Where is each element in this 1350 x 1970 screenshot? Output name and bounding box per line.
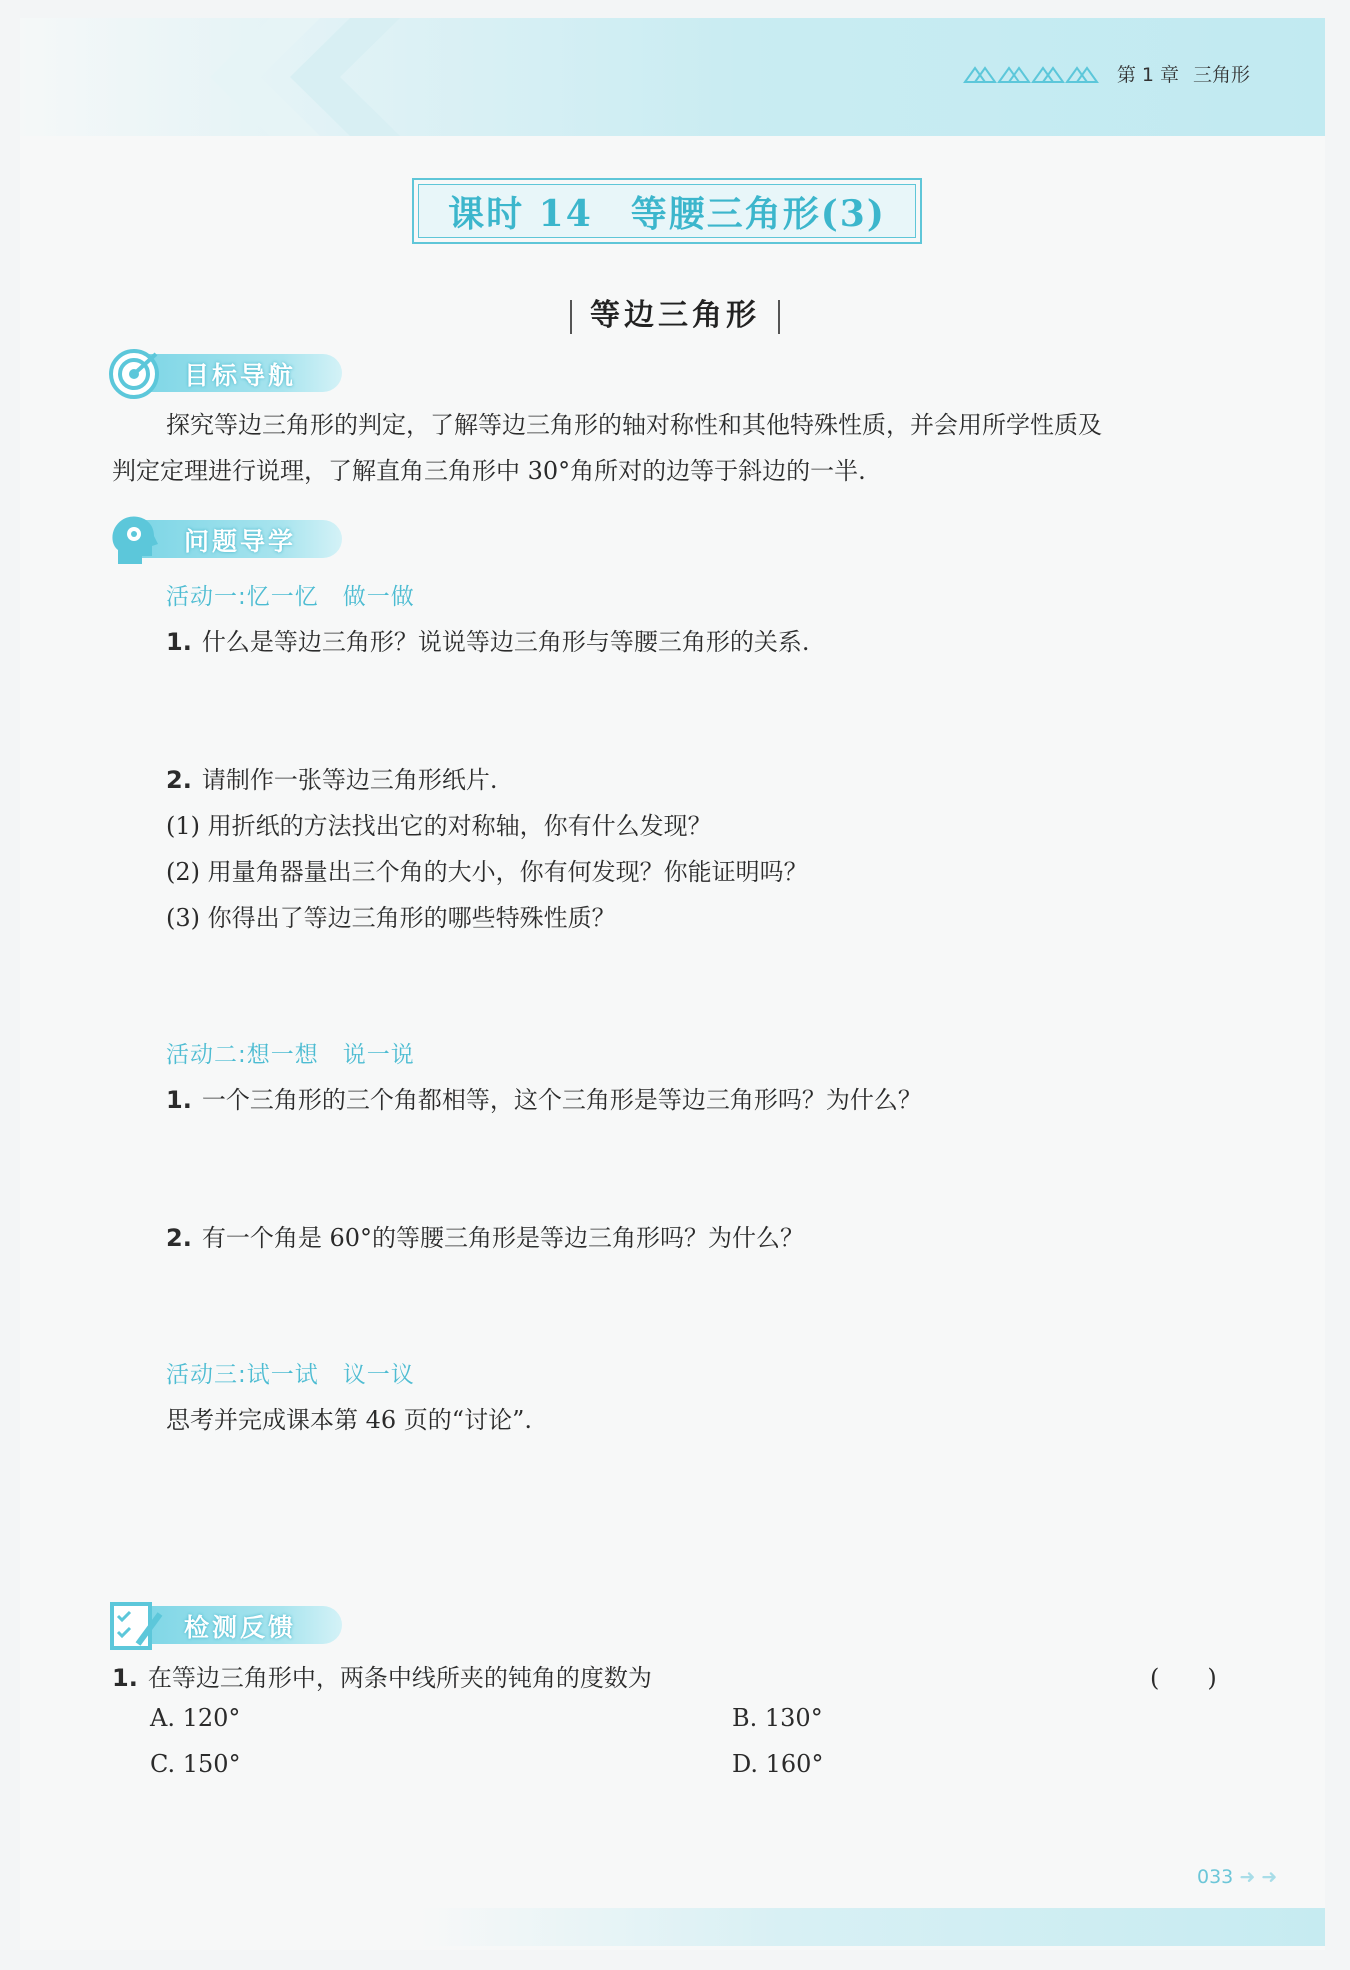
activity1-sub1: (1) 用折纸的方法找出它的对称轴，你有什么发现？	[166, 812, 712, 840]
activity2-q2	[166, 1218, 804, 1253]
goal-line-1: 探究等边三角形的判定，了解等边三角形的轴对称性和其他特殊性质，并会用所学性质及	[166, 411, 1102, 439]
option-a: A. 120°	[150, 1704, 241, 1732]
activity2-title: 活动二:想一想 说一说	[166, 1042, 415, 1068]
page-number: 033 ➜ ➜	[1197, 1866, 1278, 1888]
q-number: 1.	[166, 628, 192, 656]
q-number: 1.	[166, 1086, 192, 1114]
feedback-q1	[112, 1658, 652, 1693]
activity2-q1	[166, 1080, 922, 1115]
q-number: 2.	[166, 1224, 192, 1252]
head-gear-icon	[108, 514, 164, 566]
guide-badge	[108, 514, 348, 564]
option-d: D. 160°	[732, 1750, 824, 1778]
answer-parentheses: ( )	[1150, 1664, 1217, 1692]
q-text: 在等边三角形中，两条中线所夹的钝角的度数为	[147, 1664, 652, 1692]
feedback-badge-label: 检测反馈	[184, 1613, 297, 1642]
activity1-q1	[166, 622, 809, 657]
activity1-sub2: (2) 用量角器量出三个角的大小，你有何发现？你能证明吗？	[166, 858, 808, 886]
q-text: 有一个角是 60°的等腰三角形是等边三角形吗？为什么？	[201, 1224, 804, 1252]
activity3-title: 活动三:试一试 议一议	[166, 1362, 415, 1388]
activity1-q2	[166, 760, 497, 795]
footer-band	[420, 1908, 1325, 1946]
lesson-title-box	[412, 178, 922, 244]
option-b: B. 130°	[732, 1704, 823, 1732]
q-number: 2.	[166, 766, 192, 794]
chapter-title: 三角形	[1192, 64, 1250, 86]
section-title: 等边三角形	[590, 298, 760, 333]
header-chapter	[963, 60, 1250, 87]
q-number: 1.	[112, 1664, 138, 1692]
lesson-title: 课时 14 等腰三角形(3)	[448, 192, 886, 235]
arrow-right-icon: ➜ ➜	[1239, 1866, 1278, 1888]
goal-badge-label: 目标导航	[184, 361, 297, 390]
checklist-pencil-icon	[108, 1600, 164, 1652]
goal-badge	[108, 348, 348, 398]
activity3-text: 思考并完成课本第 46 页的“讨论”.	[166, 1406, 532, 1434]
activity1-title: 活动一:忆一忆 做一做	[166, 584, 415, 610]
section-title-row	[0, 290, 1350, 334]
guide-badge-label: 问题导学	[184, 527, 297, 556]
triangle-pattern-icon	[963, 64, 1103, 84]
q-text: 请制作一张等边三角形纸片.	[201, 766, 498, 794]
option-c: C. 150°	[150, 1750, 241, 1778]
target-icon	[108, 348, 164, 400]
chapter-number: 第 1 章	[1116, 64, 1179, 86]
goal-line-2: 判定定理进行说理，了解直角三角形中 30°角所对的边等于斜边的一半.	[112, 457, 866, 485]
feedback-badge	[108, 1600, 348, 1650]
activity1-sub3: (3) 你得出了等边三角形的哪些特殊性质？	[166, 904, 616, 932]
q-text: 一个三角形的三个角都相等，这个三角形是等边三角形吗？为什么？	[201, 1086, 922, 1114]
q-text: 什么是等边三角形？说说等边三角形与等腰三角形的关系.	[201, 628, 810, 656]
